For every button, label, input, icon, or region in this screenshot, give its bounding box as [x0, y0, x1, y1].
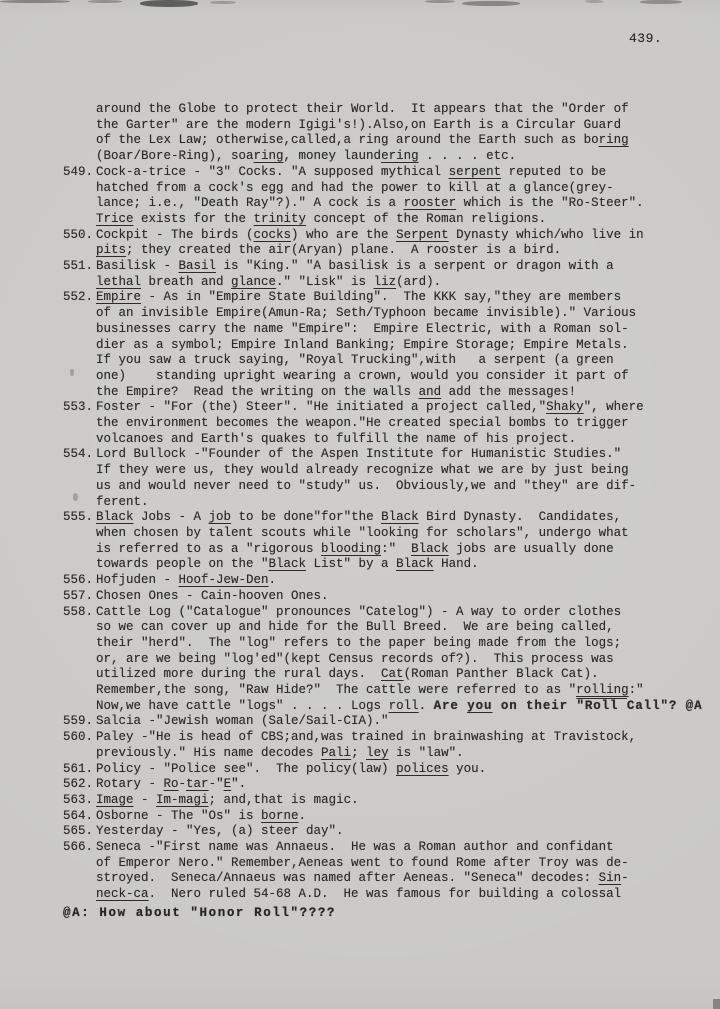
- entry-number: 550.: [63, 227, 94, 242]
- text-line: 561. Policy - "Police see". The policy(law) polices you.: [63, 761, 487, 776]
- text-line: dier as a symbol; Empire Inland Banking; Empire Storage; Empire Metals.: [96, 337, 629, 352]
- text-line: 559. Salcia -"Jewish woman (Sale/Sail-CIA).": [63, 714, 389, 729]
- scan-edge-artifact: [585, 0, 603, 3]
- entry-number: 555.: [63, 510, 94, 525]
- text-line: the Empire? Read the writing on the walls and add the messages!: [96, 384, 577, 399]
- text-line: 563. Image - Im-magi; and,that is magic.: [63, 792, 359, 807]
- text-line: 550. Cockpit - The birds (cocks) who are the Serpent Dynasty which/who live in: [63, 227, 644, 242]
- text-line: is referred to as a "rigorous blooding:" Black jobs are usually done: [96, 541, 614, 556]
- text-line: lance; i.e., "Death Ray"?)." A cock is a rooster which is the "Ro-Steer".: [96, 196, 644, 211]
- entry-number: 560.: [63, 730, 94, 745]
- scan-edge-artifact: [210, 1, 236, 4]
- text-line: stroyed. Seneca/Annaeus was named after Aeneas. "Seneca" decodes: Sin-: [96, 871, 629, 886]
- text-line: previously." His name decodes Pali; ley is "law".: [96, 745, 464, 760]
- text-line: ferent.: [96, 494, 149, 509]
- entry-number: 551.: [63, 259, 94, 274]
- text-line: 555. Black Jobs - A job to be done"for"the Black Bird Dynasty. Candidates,: [63, 510, 622, 525]
- entry-number: 557.: [63, 588, 94, 603]
- entry-number: 561.: [63, 761, 94, 776]
- entry-number: 566.: [63, 840, 94, 855]
- entry-number: 562.: [63, 777, 94, 792]
- text-line: their "herd". The "log" refers to the paper being made from the logs;: [96, 635, 622, 650]
- text-line: Now,we have cattle "logs" . . . . Logs roll. Are you on their "Roll Call"? @A: [96, 698, 703, 713]
- footnote: @A: How about "Honor Roll"????: [63, 906, 337, 920]
- entry-number: 564.: [63, 808, 94, 823]
- text-line: 565. Yesterday - "Yes, (a) steer day".: [63, 824, 344, 839]
- text-line: pits; they created the air(Aryan) plane. A rooster is a bird.: [96, 243, 562, 258]
- text-line: around the Globe to protect their World. It appears that the "Order of: [96, 102, 629, 116]
- scan-edge-artifact: [640, 0, 682, 4]
- text-line: one) standing upright wearing a crown, would you consider it part of: [96, 368, 629, 383]
- text-line: or, are we being "log'ed"(kept Census records of?). This process was: [96, 651, 614, 666]
- entry-number: 559.: [63, 714, 94, 729]
- text-line: towards people on the "Black List" by a Black Hand.: [96, 557, 479, 572]
- text-line: 566. Seneca -"First name was Annaeus. He was a Roman author and confidant: [63, 840, 614, 855]
- text-line: 556. Hofjuden - Hoof-Jew-Den.: [63, 573, 277, 588]
- text-line: 558. Cattle Log ("Catalogue" pronounces "Catelog") - A way to order clothes: [63, 604, 622, 619]
- text-line: 557. Chosen Ones - Cain-hooven Ones.: [63, 588, 329, 603]
- text-line: of an invisible Empire(Amun-Ra; Seth/Typhoon became invisible)." Various: [96, 306, 637, 321]
- text-line: 549. Cock-a-trice - "3" Cocks. "A supposed mythical serpent reputed to be: [63, 164, 607, 179]
- text-line: when chosen by talent scouts while "looking for scholars", undergo what: [96, 525, 629, 540]
- entry-number: 556.: [63, 573, 94, 588]
- text-line: Trice exists for the trinity concept of the Roman religions.: [96, 211, 547, 226]
- scan-edge-artifact: [0, 0, 70, 3]
- page-number: 439.: [629, 31, 663, 46]
- text-line: If they were us, they would already recognize what we are by just being: [96, 463, 629, 478]
- entry-number: 558.: [63, 604, 94, 619]
- text-line: neck-ca. Nero ruled 54-68 A.D. He was famous for building a colossal: [96, 887, 622, 902]
- scan-edge-artifact: [462, 1, 520, 6]
- scan-edge-artifact: [425, 0, 455, 3]
- entry-number: 565.: [63, 824, 94, 839]
- text-line: the environment becomes the weapon."He created special bombs to trigger: [96, 416, 629, 431]
- text-line: businesses carry the name "Empire": Empire Electric, with a Roman sol-: [96, 321, 629, 336]
- entry-number: 563.: [63, 792, 94, 807]
- text-line: of Emperor Nero." Remember,Aeneas went to found Rome after Troy was de-: [96, 855, 629, 870]
- document-text: [63, 102, 703, 903]
- text-line: hatched from a cock's egg and had the power to kill at a glance(grey-: [96, 180, 614, 195]
- scan-edge-artifact: [140, 0, 198, 7]
- text-line: lethal breath and glance." "Lisk" is liz(ard).: [96, 274, 442, 289]
- text-line: the Garter" are the modern Igigi's!).Also,on Earth is a Circular Guard: [96, 117, 622, 132]
- text-line: volcanoes and Earth's quakes to fulfill the name of his project.: [96, 431, 577, 446]
- text-line: so we can cover up and hide for the Bull Breed. We are being called,: [96, 620, 614, 635]
- text-line: 552. Empire - As in "Empire State Building". The KKK say,"they are members: [63, 290, 622, 305]
- text-line: 562. Rotary - Ro-tar-"E".: [63, 777, 247, 792]
- text-line: us and would never need to "study" us. Obviously,we and "they" are dif-: [96, 478, 637, 493]
- text-line: 551. Basilisk - Basil is "King." "A basilisk is a serpent or dragon with a: [63, 259, 614, 274]
- scan-edge-artifact: [713, 999, 720, 1009]
- text-line: utilized more during the rural days. Cat(Roman Panther Black Cat).: [96, 667, 599, 682]
- entry-number: 553.: [63, 400, 94, 415]
- text-line: of the Lex Law; otherwise,called,a ring around the Earth such as boring: [96, 133, 629, 148]
- text-line: 554. Lord Bullock -"Founder of the Aspen Institute for Humanistic Studies.": [63, 447, 622, 462]
- text-line: 560. Paley -"He is head of CBS;and,was trained in brainwashing at Travistock,: [63, 730, 637, 745]
- text-line: Remember,the song, "Raw Hide?" The cattle were referred to as "rolling:": [96, 683, 644, 698]
- text-line: If you saw a truck saying, "Royal Trucking",with a serpent (a green: [96, 353, 614, 368]
- text-line: (Boar/Bore-Ring), soaring, money laundering . . . . etc.: [96, 149, 517, 164]
- entry-number: 549.: [63, 164, 94, 179]
- entry-number: 552.: [63, 290, 94, 305]
- text-line: 553. Foster - "For (the) Steer". "He initiated a project called,"Shaky", where: [63, 400, 644, 415]
- scan-edge-artifact: [88, 0, 122, 3]
- entry-number: 554.: [63, 447, 94, 462]
- text-line: 564. Osborne - The "Os" is borne.: [63, 808, 307, 823]
